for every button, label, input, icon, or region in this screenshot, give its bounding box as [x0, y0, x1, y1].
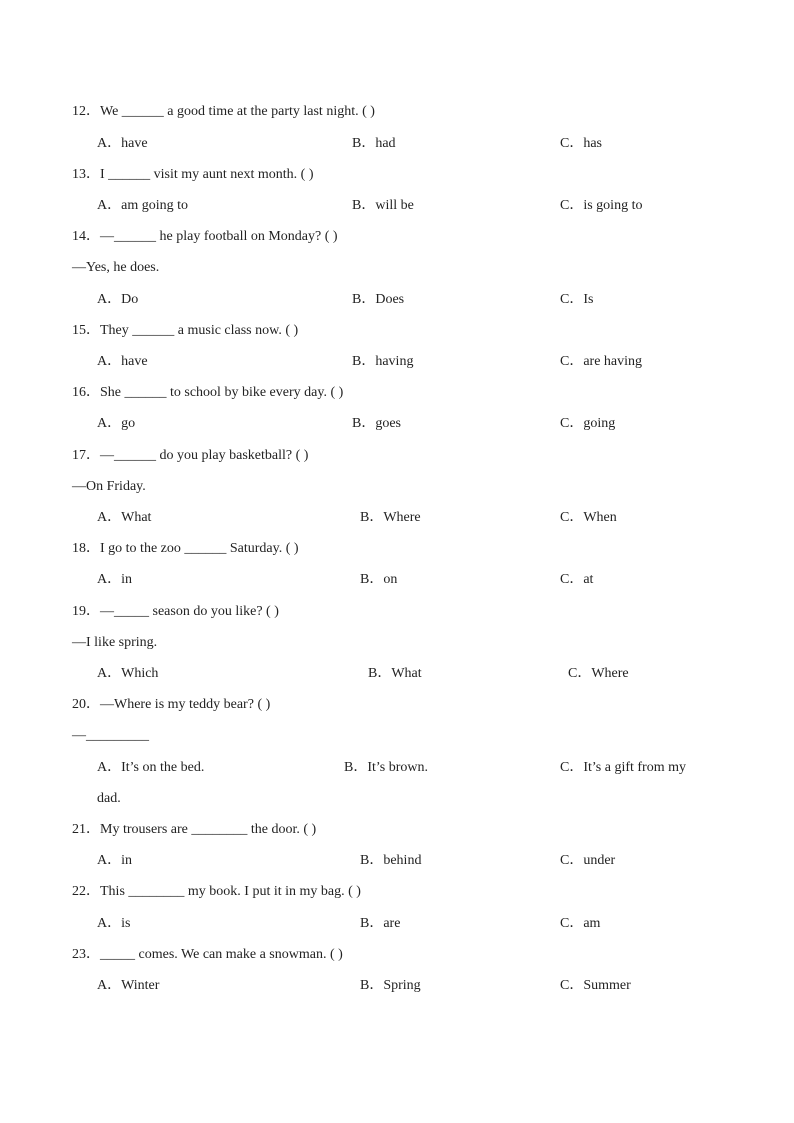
dialogue-reply: —Yes, he does. — [72, 260, 160, 275]
option-b[interactable]: B．goes — [352, 416, 401, 431]
option-a[interactable]: A．am going to — [97, 198, 188, 213]
question-stem: 19．—_____ season do you like? ( ) — [72, 604, 279, 619]
option-b[interactable]: B．What — [368, 666, 422, 681]
option-c[interactable]: C．has — [560, 136, 602, 151]
option-c[interactable]: C．am — [560, 916, 601, 931]
question-stem: 13．I ______ visit my aunt next month. ( ) — [72, 167, 314, 182]
option-a[interactable]: A．It’s on the bed. — [97, 760, 205, 775]
question-stem: 17．—______ do you play basketball? ( ) — [72, 448, 309, 463]
option-c[interactable]: C．at — [560, 572, 594, 587]
option-a[interactable]: A．Winter — [97, 978, 160, 993]
option-b[interactable]: B．Does — [352, 292, 405, 307]
option-c[interactable]: C．going — [560, 416, 616, 431]
option-a[interactable]: A．go — [97, 416, 136, 431]
option-c[interactable]: C．under — [560, 853, 616, 868]
question-stem: 23．_____ comes. We can make a snowman. ( ) — [72, 947, 343, 962]
option-b[interactable]: B．will be — [352, 198, 414, 213]
option-c-continuation: dad. — [97, 791, 121, 806]
question-stem: 18．I go to the zoo ______ Saturday. ( ) — [72, 541, 299, 556]
question-stem: 14．—______ he play football on Monday? ( ) — [72, 229, 338, 244]
option-b[interactable]: B．Spring — [360, 978, 421, 993]
option-b[interactable]: B．It’s brown. — [344, 760, 428, 775]
option-c[interactable]: C．Is — [560, 292, 594, 307]
question-stem: 12．We ______ a good time at the party last night. ( ) — [72, 104, 375, 119]
option-b[interactable]: B．had — [352, 136, 396, 151]
option-a[interactable]: A．Which — [97, 666, 159, 681]
dialogue-reply: —I like spring. — [72, 635, 158, 650]
option-c[interactable]: C．are having — [560, 354, 643, 369]
question-stem: 16．She ______ to school by bike every day. ( ) — [72, 385, 344, 400]
option-a[interactable]: A．have — [97, 354, 148, 369]
option-c[interactable]: C．Where — [568, 666, 629, 681]
option-c[interactable]: C．When — [560, 510, 617, 525]
option-a[interactable]: A．is — [97, 916, 131, 931]
question-stem: 15．They ______ a music class now. ( ) — [72, 323, 299, 338]
option-b[interactable]: B．behind — [360, 853, 422, 868]
question-stem: 22．This ________ my book. I put it in my bag. ( ) — [72, 884, 361, 899]
dialogue-reply: —On Friday. — [72, 479, 146, 494]
option-b[interactable]: B．are — [360, 916, 401, 931]
option-a[interactable]: A．in — [97, 572, 132, 587]
option-c[interactable]: C．is going to — [560, 198, 643, 213]
option-b[interactable]: B．on — [360, 572, 398, 587]
option-a[interactable]: A．What — [97, 510, 152, 525]
option-a[interactable]: A．have — [97, 136, 148, 151]
option-c[interactable]: C．It’s a gift from my — [560, 760, 686, 775]
option-b[interactable]: B．Where — [360, 510, 421, 525]
question-stem: 21．My trousers are ________ the door. ( ) — [72, 822, 317, 837]
question-stem: 20．—Where is my teddy bear? ( ) — [72, 697, 271, 712]
option-a[interactable]: A．Do — [97, 292, 139, 307]
option-c[interactable]: C．Summer — [560, 978, 631, 993]
option-a[interactable]: A．in — [97, 853, 132, 868]
option-b[interactable]: B．having — [352, 354, 414, 369]
dialogue-reply: —_________ — [72, 728, 149, 743]
